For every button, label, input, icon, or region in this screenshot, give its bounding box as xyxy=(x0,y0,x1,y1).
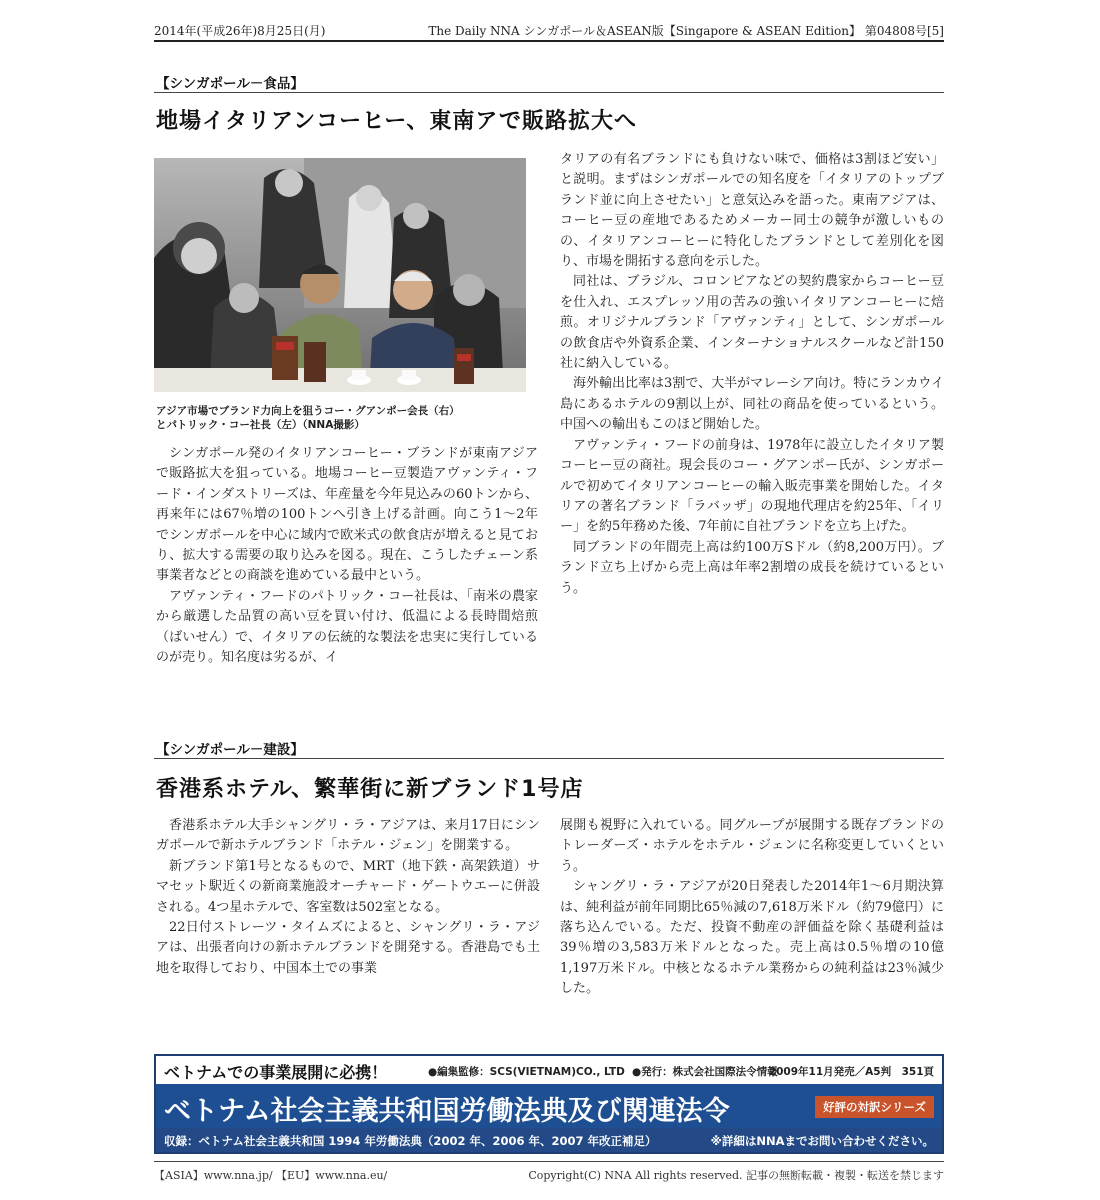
paragraph: 22日付ストレーツ・タイムズによると、シャングリ・ラ・アジアは、出張者向けの新ホテルブランドを開発する。香港島でも土地を取得しており、中国本土での事業 xyxy=(156,920,540,976)
ad-title-band xyxy=(156,1084,942,1128)
page-header xyxy=(154,18,944,40)
paragraph: タリアの有名ブランドにも負けない味で、価格は3割ほど安い」と説明。まずはシンガポールでの知名度を「イタリアのトップブランド並に向上させたい」と意気込みを語った。東南アジアは、コーヒー豆の産地であるためメーカー同士の競争が激しいものの、イタリアンコーヒーに特化したブランドとして差別化を図り、市場を開拓する意向を示した。 xyxy=(560,152,944,270)
paragraph: 同ブランドの年間売上高は約100万Sドル（約8,200万円）。ブランド立ち上げから売上高は年率2割増の成長を続けているという。 xyxy=(560,539,944,596)
section-label-construction: 【シンガポール－建設】 xyxy=(156,742,304,758)
asia-link[interactable]: 【ASIA】www.nna.jp/ xyxy=(154,1169,273,1182)
ad-release-info: 2009年11月発売／A5判 351頁 xyxy=(768,1066,934,1078)
paragraph: アヴァンティ・フードのパトリック・コー社長は、「南米の農家から厳選した品質の高い豆を買い付け、低温による長時間焙煎（ばいせん）で、イタリアの伝統的な製法を忠実に実行しているのが売り。知名度は劣るが、イ xyxy=(156,588,538,666)
paragraph: 同社は、ブラジル、コロンビアなどの契約農家からコーヒー豆を仕入れ、エスプレッソ用の苦みの強いイタリアンコーヒーに焙煎。オリジナルブランド「アヴァンティ」として、シンガポールの飲食店や外資系企業、インターナショナルスクールなど計150社に納入している。 xyxy=(560,274,944,372)
ad-contents: 収録：ベトナム社会主義共和国 1994 年労働法典（2002 年、2006 年、2007 年改正補足） xyxy=(164,1134,657,1148)
paragraph: シャングリ・ラ・アジアが20日発表した2014年1～6月期決算は、純利益が前年同期比65％減の7,618万米ドル（約79億円）に落ち込んでいる。ただ、投資不動産の評価益を除く基礎利益は39％増の3,583万米ドルとなった。売上高は0.5％増の10億1,197万米ドル。中核となるホテル業務からの純利益は23％減少した。 xyxy=(560,879,944,997)
photo-caption xyxy=(156,404,528,432)
paragraph: 海外輸出比率は3割で、大半がマレーシア向け。特にランカウイ島にあるホテルの9割以上が、同社の商品を使っているという。中国への輸出もこのほど開始した。 xyxy=(560,376,944,433)
article-photo xyxy=(154,158,526,392)
section-label-food: 【シンガポール－食品】 xyxy=(156,76,304,92)
headline-coffee: 地場イタリアンコーヒー、東南アで販路拡大へ xyxy=(156,109,638,134)
article2-left-column xyxy=(156,816,540,1022)
book-advertisement[interactable] xyxy=(154,1054,944,1154)
headline-hotel: 香港系ホテル、繁華街に新ブランド1号店 xyxy=(156,777,584,802)
eu-link[interactable]: 【EU】www.nna.eu/ xyxy=(276,1169,388,1182)
paragraph: 新ブランド第1号となるもので、MRT（地下鉄・高架鉄道）サマセット駅近くの新商業施設オーチャード・ゲートウエーに併設される。4つ星ホテルで、客室数は502室となる。 xyxy=(156,858,540,915)
paragraph: シンガポール発のイタリアンコーヒー・ブランドが東南アジアで販路拡大を狙っている。地場コーヒー豆製造アヴァンティ・フード・インダストリーズは、年産量を今年見込みの60トンから、再来年には67％増の100トンへ引き上げる計画。向こう1～2年でシンガポールを中心に域内で欧米式の飲食店が増えると見ており、拡大する需要の取り込みを図る。現在、こうしたチェーン系事業者などとの商談を進めている最中という。 xyxy=(156,446,538,584)
section-rule xyxy=(154,758,944,759)
ad-top-band xyxy=(156,1056,942,1084)
ad-tagline: ベトナムでの事業展開に必携！ xyxy=(164,1063,388,1082)
ad-publisher: ●発行：株式会社国際法令情報 xyxy=(632,1066,778,1078)
issue-date: 2014年(平成26年)8月25日(月) xyxy=(154,24,326,38)
paragraph: アヴァンティ・フードの前身は、1978年に設立したイタリア製コーヒー豆の商社。現会長のコー・グアンポー氏が、シンガポールで初めてイタリアンコーヒーの輸入販売事業を開始した。イタリアの著名ブランド「ラバッザ」の現地代理店を約25年、「イリー」を約5年務めた後、7年前に自社ブランドを立ち上げた。 xyxy=(560,437,944,535)
ad-inquiry: ※詳細はNNAまでお問い合わせください。 xyxy=(710,1134,934,1148)
article1-left-column xyxy=(156,444,538,714)
series-badge: 好評の対訳シリーズ xyxy=(815,1096,934,1118)
article1-right-column xyxy=(560,150,944,690)
caption-line: とパトリック・コー社長（左）（NNA撮影） xyxy=(156,419,365,431)
paragraph: 香港系ホテル大手シャングリ・ラ・アジアは、来月17日にシンガポールで新ホテルブランド「ホテル・ジェン」を開業する。 xyxy=(156,818,540,854)
ad-book-title: ベトナム社会主義共和国労働法典及び関連法令 xyxy=(164,1096,730,1127)
copyright-notice: Copyright(C) NNA All rights reserved. 記事の無断転載・複製・転送を禁じます xyxy=(528,1169,944,1182)
ad-bottom-band xyxy=(156,1128,942,1152)
edition-info: The Daily NNA シンガポール＆ASEAN版【Singapore & ASEAN Edition】 第04808号[5] xyxy=(428,24,944,38)
footer-rule xyxy=(154,1161,944,1162)
page-footer xyxy=(154,1167,944,1183)
paragraph: 展開も視野に入れている。同グループが展開する既存ブランドのトレーダーズ・ホテルをホテル・ジェンに名称変更していくという。 xyxy=(560,818,944,874)
section-rule xyxy=(154,92,944,93)
photo-illustration xyxy=(154,158,526,392)
ad-supervisor: ●編集監修：SCS(VIETNAM)CO., LTD xyxy=(428,1066,625,1078)
article2-right-column xyxy=(560,816,944,1022)
header-rule xyxy=(154,40,944,42)
caption-line: アジア市場でブランド力向上を狙うコー・グアンポー会長（右） xyxy=(156,405,460,417)
